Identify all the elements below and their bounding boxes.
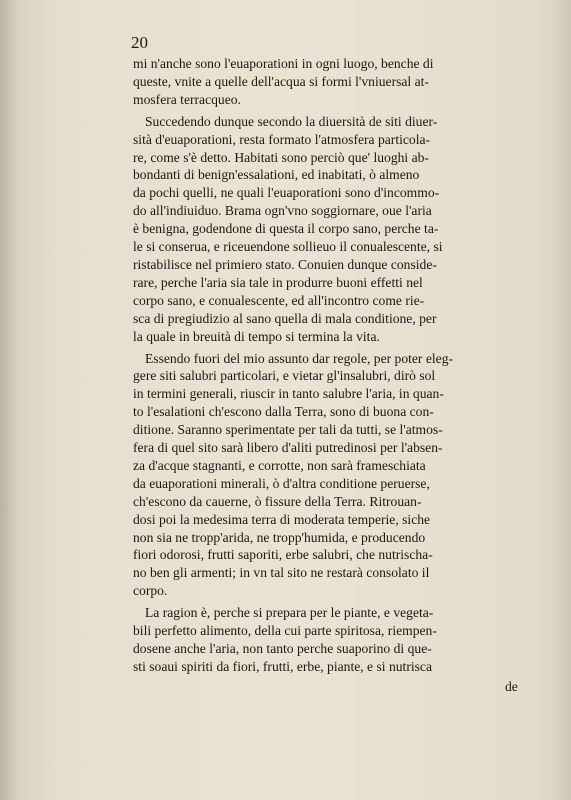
text-line: za d'acque stagnanti, e corrotte, non sarà frameschiata <box>133 457 426 473</box>
text-line: ditione. Saranno sperimentate per tali da tutti, se l'atmos- <box>133 422 443 438</box>
text-line: ch'escono da cauerne, ò fissure della Terra. Ritrouan- <box>133 493 422 509</box>
text-line: La ragion è, perche si prepara per le piante, e vegeta- <box>145 605 434 621</box>
text-line: Succedendo dunque secondo la diuersità de siti diuer- <box>145 113 438 129</box>
text-line: fera di quel sito sarà libero d'aliti putredinosi per l'absen- <box>133 440 443 456</box>
text-line: mi n'anche sono l'euaporationi in ogni luogo, benche di <box>133 56 434 71</box>
text-line: dosi poi la medesima terra di moderata temperie, siche <box>133 511 431 527</box>
text-line: sca di pregiudizio al sano quella di mala conditione, per <box>133 310 437 326</box>
catchword: de <box>505 679 518 694</box>
text-line: non sia ne tropp'arida, ne tropp'humida, e producendo <box>133 529 426 545</box>
text-line: sità d'euaporationi, resta formato l'atmosfera particola- <box>133 131 431 147</box>
text-line: queste, vnite a quelle dell'acqua si formi l'vniuersal at- <box>133 73 429 89</box>
text-line: da euaporationi minerali, ò d'altra conditione peruerse, <box>133 475 430 491</box>
text-line: to l'esalationi ch'escono dalla Terra, sono di buona con- <box>133 404 434 420</box>
text-line: no ben gli armenti; in vn tal sito ne restarà consolato il <box>133 565 430 581</box>
text-line: la quale in breuità di tempo si termina la vita. <box>133 328 380 344</box>
text-line: corpo sano, e conualescente, ed all'incontro come rie- <box>133 292 425 308</box>
text-line: da pochi quelli, ne quali l'euaporationi sono d'incommo- <box>133 185 440 201</box>
text-line: Essendo fuori del mio assunto dar regole, per poter eleg- <box>145 350 454 366</box>
body-text <box>133 55 545 676</box>
text-line: dosene anche l'aria, non tanto perche suaporino di que- <box>133 641 432 656</box>
text-line: le si conserua, e riceuendone sollieuo il conualescente, si <box>133 239 443 255</box>
page-number: 20 <box>131 33 148 52</box>
text-line: bili perfetto alimento, della cui parte spiritosa, riempen- <box>133 623 437 639</box>
text-line: gere siti salubri particolari, e vietar gl'insalubri, dirò sol <box>133 368 436 384</box>
text-line: mosfera terracqueo. <box>133 91 241 107</box>
text-line: corpo. <box>133 583 168 599</box>
text-line: rare, perche l'aria sia tale in produrre buoni effetti nel <box>133 274 423 290</box>
text-line: in termini generali, riuscir in tanto salubre l'aria, in quan- <box>133 386 444 402</box>
text-line: do all'indiuiduo. Brama ogn'vno soggiornare, oue l'aria <box>133 203 432 219</box>
text-line: è benigna, godendone di questa il corpo sano, perche ta- <box>133 221 439 237</box>
text-line: fiori odorosi, frutti saporiti, erbe salubri, che nutrischa- <box>133 547 433 563</box>
text-line: re, come s'è detto. Habitati sono perciò que' luoghi ab- <box>133 149 429 165</box>
text-line: bondanti di benign'essalationi, ed inabitati, ò almeno <box>133 167 420 183</box>
text-line: ristabilisce nel primiero stato. Conuien dunque conside- <box>133 256 437 272</box>
text-line: sti soaui spiriti da fiori, frutti, erbe, piante, e si nutrisca <box>133 658 432 674</box>
